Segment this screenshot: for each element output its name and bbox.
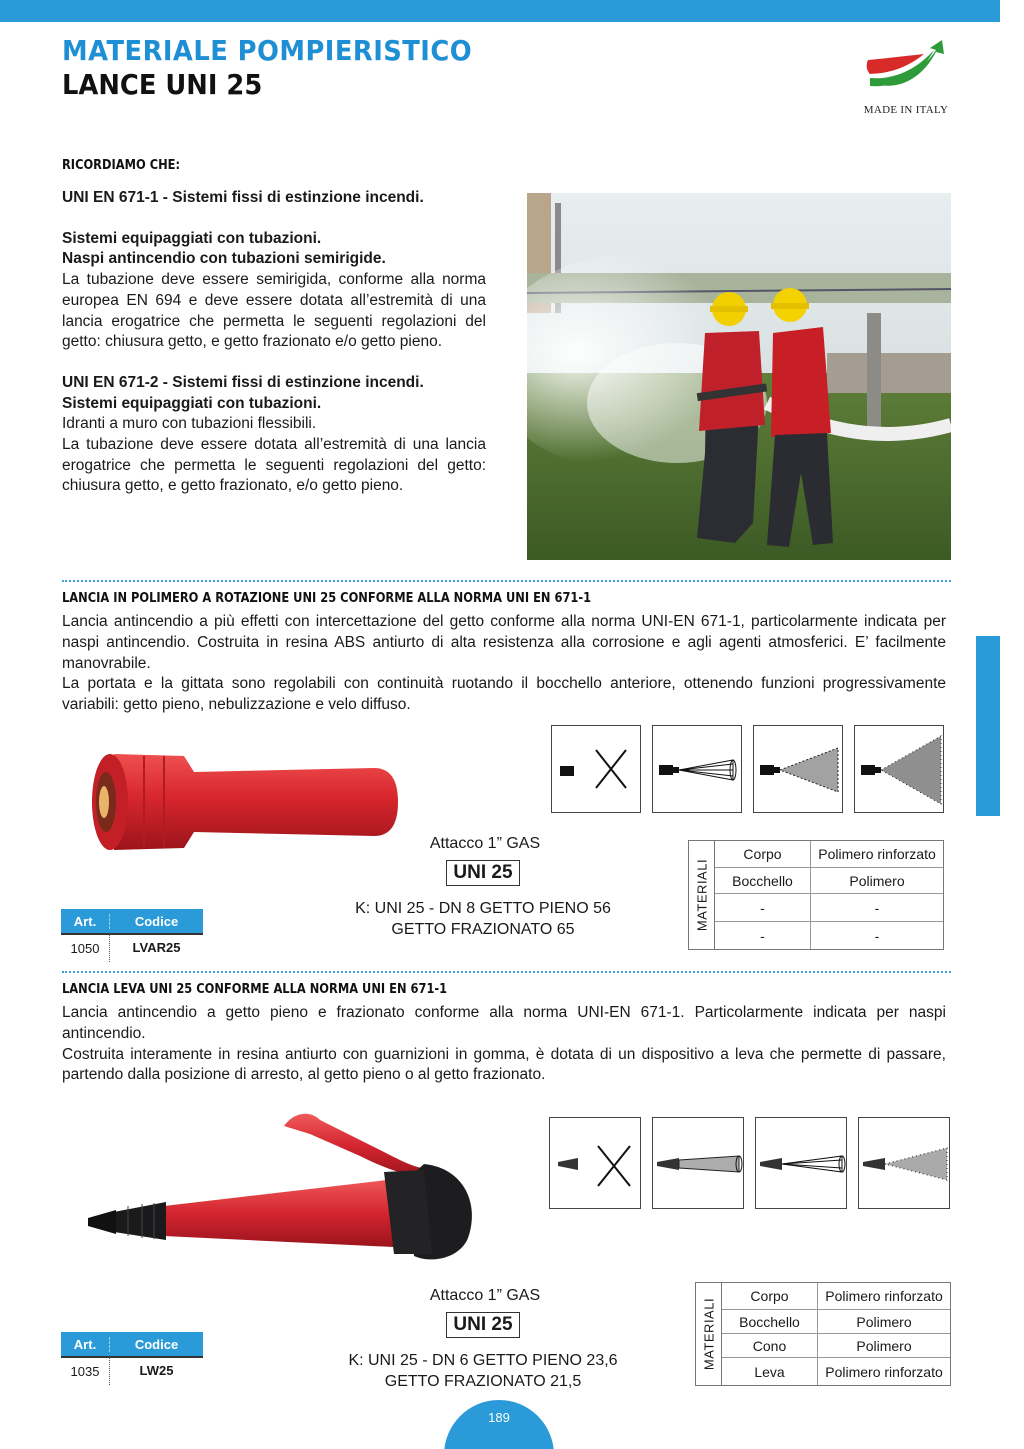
product1-spray-patterns xyxy=(551,725,955,813)
material-type: - xyxy=(874,900,880,916)
material-part: Bocchello xyxy=(715,868,811,893)
closed-jet-icon xyxy=(549,1117,641,1209)
intro-text xyxy=(62,188,486,497)
table-row xyxy=(722,1357,950,1385)
art-number: 1050 xyxy=(70,940,100,956)
product2-description xyxy=(62,1003,946,1086)
table-row xyxy=(715,867,943,893)
table-row xyxy=(722,1309,950,1333)
full-jet-icon xyxy=(652,725,742,813)
section-divider-2 xyxy=(62,971,951,973)
product-code: LW25 xyxy=(109,1357,203,1385)
material-type: Polimero rinforzato xyxy=(818,846,936,862)
art-column-header: Art. xyxy=(73,913,97,929)
table-row xyxy=(722,1333,950,1357)
product2-connection: Attacco 1” GAS xyxy=(429,1287,541,1304)
material-part: Bocchello xyxy=(722,1310,818,1333)
lever-nozzle-image xyxy=(84,1108,484,1269)
closed-jet-icon xyxy=(551,725,641,813)
art-number: 1035 xyxy=(70,1363,100,1379)
firefighters-photo xyxy=(527,193,951,560)
product1-heading: LANCIA IN POLIMERO A ROTAZIONE UNI 25 CONFORME ALLA NORMA UNI EN 671-1 xyxy=(62,591,592,606)
made-in-italy-logo xyxy=(860,36,952,126)
product2-desc-2: Costruita interamente in resina antiurto con guarnizioni in gomma, è dotata di un dispositivo a leva che permette di passare, partendo dalla posizione di arresto, al getto pieno o al getto frazionato. xyxy=(62,1045,946,1084)
product2-materials-table xyxy=(695,1282,951,1386)
material-type: Polimero xyxy=(849,873,905,889)
product2-desc-1: Lancia antincendio a getto pieno e frazionato conforme alla norma UNI-EN 671-1. Particolarmente indicata per naspi antincendio. xyxy=(62,1004,946,1042)
product1-k-line-1: K: UNI 25 - DN 8 GETTO PIENO 56 xyxy=(355,900,611,917)
article-table-header xyxy=(61,1332,203,1356)
full-jet-icon xyxy=(652,1117,744,1209)
intro-heading: RICORDIAMO CHE: xyxy=(62,158,181,173)
material-type: Polimero rinforzato xyxy=(825,1288,943,1304)
product1-connection: Attacco 1” GAS xyxy=(429,835,541,852)
product2-heading: LANCIA LEVA UNI 25 CONFORME ALLA NORMA UNI EN 671-1 xyxy=(62,982,448,997)
norm-671-2-title: UNI EN 671-2 - Sistemi fissi di estinzione incendi. xyxy=(62,373,424,391)
product1-k-values xyxy=(323,898,643,940)
product2-k-values xyxy=(323,1350,643,1392)
norm-671-1-subtitle-a: Sistemi equipaggiati con tubazioni. xyxy=(62,229,322,247)
norm-671-1-title: UNI EN 671-1 - Sistemi fissi di estinzione incendi. xyxy=(62,189,424,206)
fragmented-jet-icon xyxy=(858,1117,950,1209)
rotating-nozzle-image xyxy=(84,746,404,863)
code-column-header: Codice xyxy=(109,914,203,929)
norm-671-2-subtitle: Sistemi equipaggiati con tubazioni. xyxy=(62,394,322,412)
norm-671-2-text: La tubazione deve essere dotata all’estremità di una lancia erogatrice che permetta le seguenti regolazioni del getto: chiusura getto, e getto frazionato, e/o getto pieno. xyxy=(62,436,486,495)
article-table-header xyxy=(61,909,203,933)
page-number: 189 xyxy=(444,1400,554,1449)
material-part: Corpo xyxy=(722,1283,818,1309)
table-row xyxy=(61,1356,203,1384)
product-code: LVAR25 xyxy=(109,934,203,962)
spray-jet-icon xyxy=(753,725,843,813)
material-part: Corpo xyxy=(715,841,811,867)
made-in-italy-text: MADE IN ITALY xyxy=(863,104,949,116)
category-title: MATERIALE POMPIERISTICO xyxy=(62,34,473,67)
material-type: Polimero xyxy=(856,1314,912,1330)
table-row xyxy=(61,933,203,961)
product2-k-line-1: K: UNI 25 - DN 6 GETTO PIENO 23,6 xyxy=(348,1352,618,1369)
table-row xyxy=(715,921,943,949)
table-row xyxy=(715,841,943,867)
jet-cone-icon xyxy=(755,1117,847,1209)
product1-article-table xyxy=(61,909,203,961)
section-divider-1 xyxy=(62,580,951,582)
side-tab xyxy=(976,636,1000,816)
product2-spray-patterns xyxy=(549,1117,961,1209)
material-part: - xyxy=(715,894,811,921)
material-type: Polimero xyxy=(856,1338,912,1354)
material-type: - xyxy=(874,928,880,944)
product1-desc-1: Lancia antincendio a più effetti con intercettazione del getto conforme alla norma UNI-EN 671-1, particolarmente indicata per naspi antincendio. Costruita in resina ABS antiurto di alta resistenza alla corrosione e agli agenti atmosferici. E’ facilmente manovrabile. xyxy=(62,613,946,672)
norm-671-1-text: La tubazione deve essere semirigida, conforme alla norma europea EN 694 e deve essere dotata all’estremità di una lancia erogatrice che permetta le seguenti regolazioni del getto: chiusura getto, e getto frazionato e/o getto pieno. xyxy=(62,271,486,351)
norm-671-1-subtitle-b: Naspi antincendio con tubazioni semirigide. xyxy=(62,250,386,268)
table-row xyxy=(715,893,943,921)
product1-description xyxy=(62,612,946,716)
materials-label: MATERIALI xyxy=(689,841,715,949)
product2-k-line-2: GETTO FRAZIONATO 21,5 xyxy=(384,1373,582,1390)
product2-uni-badge: UNI 25 xyxy=(446,1312,520,1338)
materials-label: MATERIALI xyxy=(696,1283,722,1385)
product1-uni-badge: UNI 25 xyxy=(446,860,520,886)
table-row xyxy=(722,1283,950,1309)
code-column-header: Codice xyxy=(109,1337,203,1352)
material-part: Cono xyxy=(722,1334,818,1357)
art-column-header: Art. xyxy=(73,1336,97,1352)
material-part: Leva xyxy=(722,1358,818,1385)
material-part: - xyxy=(715,922,811,949)
material-type: Polimero rinforzato xyxy=(825,1364,943,1380)
product1-k-line-2: GETTO FRAZIONATO 65 xyxy=(391,921,575,938)
norm-671-2-line: Idranti a muro con tubazioni flessibili. xyxy=(62,415,317,433)
italian-flag-swoosh-icon xyxy=(864,36,950,96)
page-title: LANCE UNI 25 xyxy=(62,68,263,101)
top-accent-bar xyxy=(0,0,1000,22)
product2-article-table xyxy=(61,1332,203,1384)
diffused-veil-icon xyxy=(854,725,944,813)
product1-desc-2: La portata e la gittata sono regolabili con continuità ruotando il bocchello anteriore, ottenendo funzioni progressivamente variabili: getto pieno, nebulizzazione e velo diffuso. xyxy=(62,675,946,714)
product1-materials-table xyxy=(688,840,944,950)
